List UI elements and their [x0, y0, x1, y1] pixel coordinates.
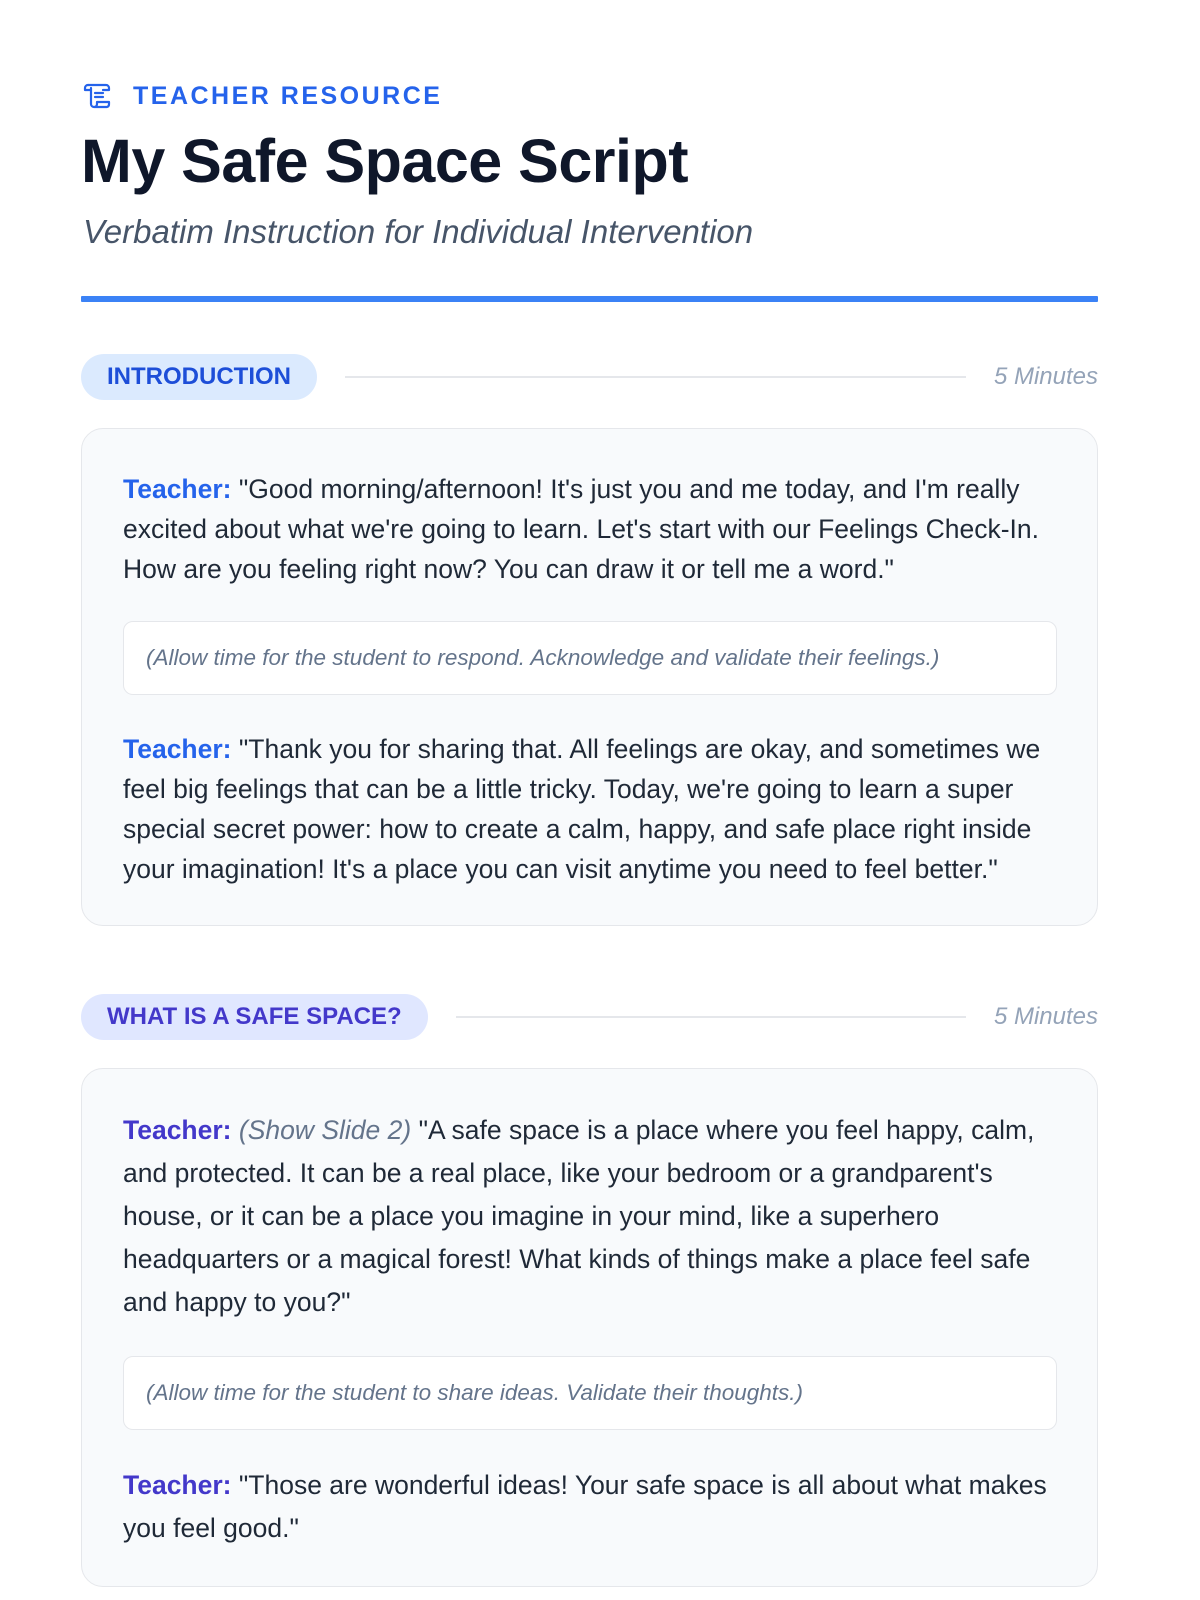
speaker-label: Teacher: — [123, 1115, 232, 1145]
speaker-label: Teacher: — [123, 474, 232, 504]
script-paragraph — [123, 469, 1057, 589]
script-text: "A safe space is a place where you feel happy, calm, and protected. It can be a real place, like your bedroom or a grandparent's house, or it can be a place you imagine in your mind, like a superhero headquarters or a magical forest! What kinds of things make a place feel safe and happy to you?" — [123, 1115, 1035, 1317]
speaker-label: Teacher: — [123, 1470, 232, 1500]
script-text: "Thank you for sharing that. All feelings are okay, and sometimes we feel big feelings that can be a little tricky. Today, we're going to learn a super special secret power: how to create a calm, happy, and safe place right inside your imagination! It's a place you can visit anytime you need to feel better." — [123, 734, 1041, 884]
section-duration: 5 Minutes — [993, 1003, 1098, 1030]
document-header — [81, 0, 1098, 302]
scroll-icon — [81, 80, 113, 112]
page-title: My Safe Space Script — [81, 127, 689, 195]
speaker-label: Teacher: — [123, 734, 232, 764]
page-subtitle: Verbatim Instruction for Individual Intervention — [83, 213, 754, 250]
script-text: "Those are wonderful ideas! Your safe space is all about what makes you feel good." — [123, 1470, 1047, 1543]
stage-direction: (Show Slide 2) — [238, 1115, 412, 1145]
section-divider — [345, 376, 966, 378]
script-paragraph — [123, 729, 1057, 889]
stage-direction-note: (Allow time for the student to share ideas. Validate their thoughts.) — [123, 1356, 1057, 1430]
section-header — [81, 354, 1098, 400]
script-card — [81, 1068, 1098, 1587]
section-what-is-a-safe-space — [81, 994, 1098, 1587]
script-card — [81, 428, 1098, 926]
section-introduction — [81, 354, 1098, 926]
script-text: "Good morning/afternoon! It's just you and me today, and I'm really excited about what we're going to learn. Let's start with our Feelings Check-In. How are you feeling right now? You can draw it or tell me a word." — [123, 474, 1040, 584]
script-paragraph — [123, 1109, 1057, 1324]
script-paragraph — [123, 1464, 1057, 1550]
stage-direction-note: (Allow time for the student to respond. Acknowledge and validate their feelings.) — [123, 621, 1057, 695]
section-divider — [456, 1016, 966, 1018]
eyebrow — [81, 80, 1098, 112]
section-header — [81, 994, 1098, 1040]
header-divider — [81, 296, 1098, 302]
section-badge: INTRODUCTION — [81, 354, 317, 400]
section-badge: WHAT IS A SAFE SPACE? — [81, 994, 428, 1040]
section-duration: 5 Minutes — [993, 363, 1098, 390]
eyebrow-label: TEACHER RESOURCE — [133, 81, 443, 110]
